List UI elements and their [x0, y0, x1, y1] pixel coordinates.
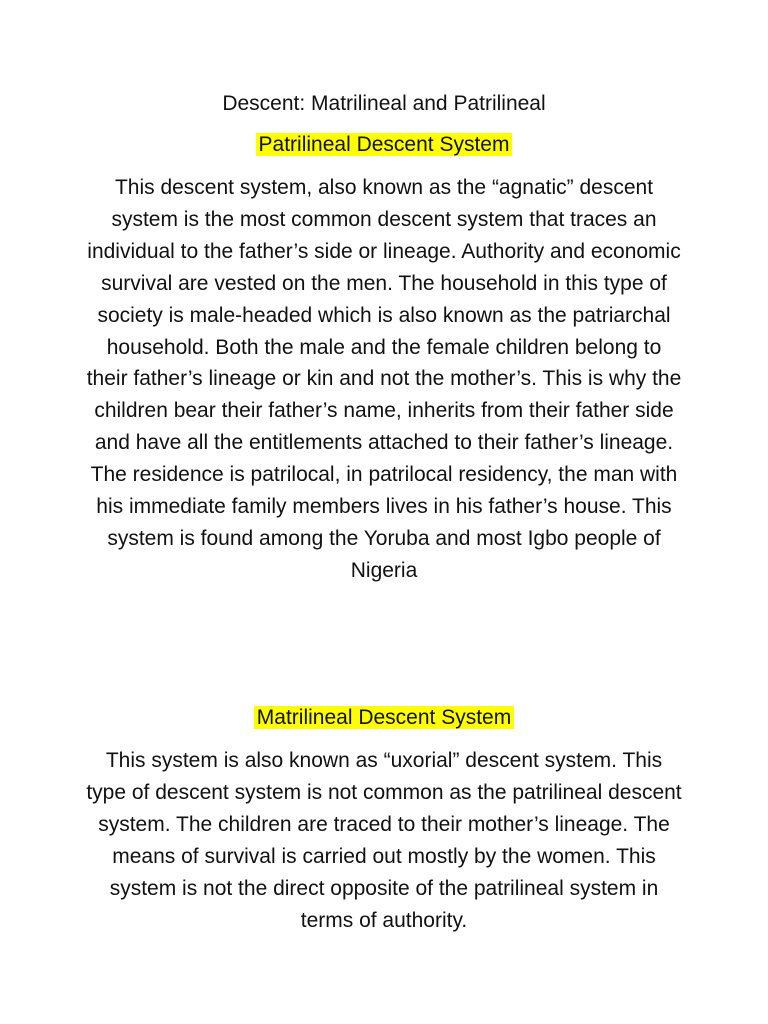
document-title: Descent: Matrilineal and Patrilineal	[222, 92, 546, 115]
matrilineal-paragraph: This system is also known as “uxorial” descent system. This type of descent system is not common as the patrilineal descent system. The children are traced to their mother’s lineage. The means of survival is carried out mostly by the women. This system is not the direct opposite of the patrilineal system in terms of authority.	[86, 749, 682, 932]
matrilineal-heading	[0, 703, 768, 733]
matrilineal-heading-text: Matrilineal Descent System	[254, 706, 514, 729]
patrilineal-heading-text: Patrilineal Descent System	[256, 133, 513, 156]
patrilineal-heading	[0, 130, 768, 160]
patrilineal-paragraph: This descent system, also known as the “agnatic” descent system is the most common descent system that traces an individual to the father’s side or lineage. Authority and economic survival are vested on the men. The household in this type of society is male-headed which is also known as the patriarchal household. Both the male and the female children belong to their father’s lineage or kin and not the mother’s. This is why the children bear their father’s name, inherits from their father side and have all the entitlements attached to their father’s lineage. The residence is patrilocal, in patrilocal residency, the man with his immediate family members lives in his father’s house. This system is found among the Yoruba and most Igbo people of Nigeria	[86, 176, 682, 582]
